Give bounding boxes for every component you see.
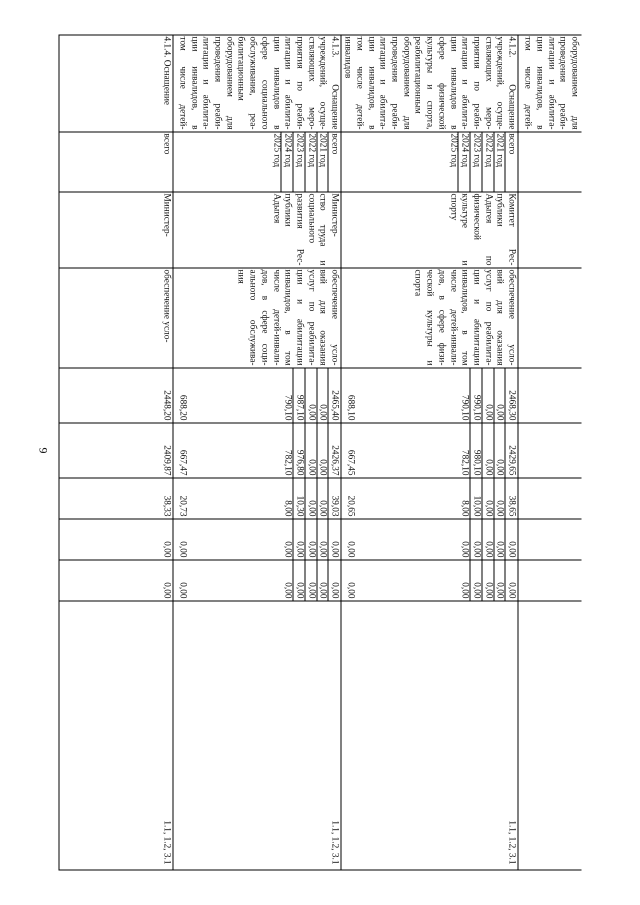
- row-name-line: 4.1.2. Оснащение: [506, 36, 517, 129]
- extrabudget-value: [60, 559, 173, 600]
- program-table: [59, 34, 582, 870]
- local-budget-value-line: 0,00: [294, 540, 305, 557]
- table-rule: [505, 367, 506, 600]
- description-cell-line: вий для оказания: [494, 269, 505, 365]
- table-rule: [470, 131, 471, 191]
- table-rule: [518, 34, 519, 870]
- executor-cell-line: физической: [471, 193, 482, 240]
- row-name-line: ствляющих меро-: [306, 36, 317, 129]
- regional-budget-value-line: 2426,37: [329, 444, 340, 475]
- total-value-line: 987,10: [294, 394, 305, 420]
- total-value-line: 2468,30: [506, 389, 517, 420]
- description-cell-line: обеспечение усло-: [161, 269, 172, 342]
- row-name-line: учреждений, осуще-: [494, 36, 505, 129]
- row-name-line: ции инвалидов, в: [534, 36, 545, 129]
- period-cell-line: 2025 год: [271, 133, 282, 167]
- row-name: [343, 34, 518, 131]
- table-rule: [59, 600, 582, 601]
- executor-cell: [343, 191, 518, 267]
- description-cell-line: спорта: [413, 269, 423, 296]
- federal-budget-value-line: 10,30: [294, 495, 305, 516]
- federal-budget-value-line: 8,00: [282, 499, 293, 516]
- table-rule: [59, 267, 582, 268]
- table-rule: [304, 131, 305, 191]
- total-value-line: 688,20: [177, 394, 188, 420]
- description-cell-line: ции и абилитации: [471, 269, 482, 365]
- regional-budget-value-line: 0,00: [483, 458, 494, 475]
- local-budget-value-line: 0,00: [483, 540, 494, 557]
- federal-budget-value-line: 10,00: [471, 495, 482, 516]
- federal-budget-value-line: 38,65: [506, 495, 517, 516]
- row-name-line: том числе детей-: [522, 36, 533, 129]
- description-cell-line: ального обслужива-: [247, 269, 258, 365]
- row-name-line: проведения реаби-: [212, 36, 223, 129]
- federal-budget-value: [520, 477, 581, 518]
- description-cell: [343, 267, 518, 367]
- federal-budget-value: [60, 477, 173, 518]
- extrabudget-value: [343, 559, 518, 600]
- row-name-line: обслуживания, реа-: [247, 36, 258, 129]
- table-rule: [481, 367, 482, 600]
- period-cell-line: 2023 год: [471, 133, 482, 167]
- executor-cell: [60, 191, 173, 267]
- regional-budget-value-line: 0,00: [306, 458, 317, 475]
- regional-budget-value-line: 976,80: [294, 449, 305, 475]
- page-number: 9: [36, 447, 51, 454]
- table-rule: [481, 131, 482, 191]
- federal-budget-value: [343, 477, 518, 518]
- row-name-line: ции инвалидов, в: [366, 36, 377, 129]
- extrabudget-value-line: 0,00: [161, 581, 172, 598]
- table-rule: [59, 869, 582, 870]
- row-name-line: приятия по реаби-: [294, 36, 305, 129]
- description-cell-line: ции и абилитации: [294, 269, 305, 365]
- local-budget-value-line: 0,00: [282, 540, 293, 557]
- table-rule: [59, 34, 60, 870]
- period-cell-line: 2021 год: [494, 133, 505, 167]
- extrabudget-value-line: 0,00: [483, 581, 494, 598]
- row-name-line: проведения реаби-: [389, 36, 400, 129]
- executor-cell: [520, 191, 581, 267]
- table-rule: [470, 367, 471, 600]
- regional-budget-value-line: 0,00: [494, 458, 505, 475]
- row-name-line: том числе детей-: [354, 36, 365, 129]
- indicator-reference: 1.1, 1.2, 3.1: [329, 819, 340, 864]
- row-name-line: литации и абилита-: [377, 36, 388, 129]
- total-value-line: 0,00: [494, 403, 505, 420]
- period-cell-line: 2024 год: [282, 133, 293, 167]
- federal-budget-value-line: 0,00: [494, 499, 505, 516]
- total-value-line: 990,10: [471, 394, 482, 420]
- local-budget-value-line: 0,00: [459, 540, 470, 557]
- extrabudget-value-line: 0,00: [329, 581, 340, 598]
- description-cell-line: услуг по реабилита-: [306, 269, 317, 365]
- executor-cell: [175, 191, 341, 267]
- table-rule: [493, 367, 494, 600]
- indicator-reference: 1.1, 1.2, 3.1: [506, 819, 517, 864]
- period-cell-line: 2023 год: [294, 133, 305, 167]
- period-cell-line: 2021 год: [317, 133, 328, 167]
- total-value-line: 790,10: [459, 394, 470, 420]
- regional-budget-value-line: 782,10: [459, 449, 470, 475]
- executor-cell-line: ство труда и: [317, 193, 328, 265]
- description-cell-line: инвалидов, в том: [282, 269, 293, 365]
- total-value-line: 0,00: [306, 403, 317, 420]
- extrabudget-value-line: 0,00: [459, 581, 470, 598]
- executor-cell-line: Министер-: [161, 193, 172, 237]
- table-rule: [316, 367, 317, 600]
- federal-budget-value-line: 20,73: [177, 495, 188, 516]
- extrabudget-value-line: 0,00: [506, 581, 517, 598]
- description-cell-line: инвалидов, в том: [459, 269, 470, 365]
- description-cell-line: вий для оказания: [317, 269, 328, 365]
- table-rule: [316, 131, 317, 191]
- extrabudget-value-line: 0,00: [177, 581, 188, 598]
- total-value-line: 790,10: [282, 394, 293, 420]
- description-cell: [60, 267, 173, 367]
- executor-cell-line: публики: [282, 193, 293, 227]
- table-rule: [59, 518, 582, 519]
- table-rule: [505, 131, 506, 191]
- table-rule: [173, 34, 174, 870]
- total-value: [60, 367, 173, 422]
- local-budget-value-line: 0,00: [329, 540, 340, 557]
- table-rule: [458, 131, 459, 191]
- regional-budget-value-line: 782,10: [282, 449, 293, 475]
- row-name-line: ции инвалидов в: [448, 36, 459, 129]
- local-budget-value-line: 0,00: [177, 540, 188, 557]
- federal-budget-value-line: 0,00: [317, 499, 328, 516]
- executor-cell-line: культуре и: [459, 193, 470, 265]
- total-value-line: 688,10: [345, 394, 356, 420]
- row-name-line: оборудованием для: [569, 36, 580, 129]
- federal-budget-value-line: 38,33: [161, 495, 172, 516]
- row-name-line: ствляющих меро-: [483, 36, 494, 129]
- local-budget-value-line: 0,00: [306, 540, 317, 557]
- local-budget-value-line: 0,00: [471, 540, 482, 557]
- period-cell: [520, 131, 581, 191]
- description-cell-line: дов, в сфере соци-: [259, 269, 270, 365]
- executor-cell-line: Адыгея по: [483, 193, 494, 265]
- row-name-line: литации и абилита-: [546, 36, 557, 129]
- table-rule: [59, 367, 582, 368]
- regional-budget-value-line: 667,45: [345, 449, 356, 475]
- executor-cell-line: публики: [494, 193, 505, 227]
- executor-cell-line: развития Рес-: [294, 193, 305, 265]
- row-name-line: сфере социального: [259, 36, 270, 129]
- local-budget-value: [343, 518, 518, 559]
- row-name-line: оборудованием для: [224, 36, 235, 129]
- total-value-line: 0,00: [483, 403, 494, 420]
- total-value-line: 2448,20: [161, 389, 172, 420]
- period-cell-line: 2022 год: [306, 133, 317, 167]
- federal-budget-value-line: 39,03: [329, 495, 340, 516]
- row-name: [175, 34, 341, 131]
- regional-budget-value: [343, 422, 518, 477]
- local-budget-value-line: 0,00: [161, 540, 172, 557]
- description-cell-line: обеспечение усло-: [506, 269, 517, 365]
- executor-cell-line: Министер-: [329, 193, 340, 237]
- description-cell-line: ния: [236, 269, 246, 284]
- period-cell: [60, 131, 173, 191]
- local-budget-value-line: 0,00: [494, 540, 505, 557]
- regional-budget-value-line: 980,10: [471, 449, 482, 475]
- executor-cell-line: Адыгея: [271, 193, 282, 223]
- period-cell-line: 2025 год: [448, 133, 459, 167]
- description-cell-line: обеспечение усло-: [329, 269, 340, 365]
- row-name-line: инвалидов: [342, 36, 353, 78]
- extrabudget-value-line: 0,00: [317, 581, 328, 598]
- table-rule: [59, 477, 582, 478]
- local-budget-value-line: 0,00: [317, 540, 328, 557]
- table-rule: [304, 367, 305, 600]
- row-name-line: приятия по реаби-: [471, 36, 482, 129]
- local-budget-value-line: 0,00: [506, 540, 517, 557]
- rotated-table-page: [59, 34, 582, 870]
- indicator-reference: 1.1, 1.2, 3.1: [161, 819, 172, 864]
- row-name-line: том числе детей-: [177, 36, 188, 129]
- local-budget-value: [520, 518, 581, 559]
- extrabudget-value-line: 0,00: [282, 581, 293, 598]
- row-name-line: оборудованием для: [401, 36, 412, 129]
- table-rule: [293, 367, 294, 600]
- regional-budget-value-line: 0,00: [317, 458, 328, 475]
- row-name-line: 4.1.4. Оснащение: [161, 36, 172, 105]
- description-cell-line: числе детей-инвали-: [448, 269, 459, 365]
- executor-cell-line: Комитет Рес-: [506, 193, 517, 265]
- row-name-line: 4.1.3. Оснащение: [329, 36, 340, 129]
- row-name-line: литации и абилита-: [459, 36, 470, 129]
- period-cell-line: всего: [161, 133, 172, 154]
- row-name: [60, 34, 173, 131]
- extrabudget-value-line: 0,00: [494, 581, 505, 598]
- row-name-line: культуры и спорта,: [424, 36, 435, 129]
- row-name-line: реабилитационным: [413, 36, 423, 114]
- local-budget-value: [60, 518, 173, 559]
- description-cell-line: числе детей-инвали-: [271, 269, 282, 365]
- period-cell-line: 2022 год: [483, 133, 494, 167]
- table-rule: [328, 131, 329, 191]
- regional-budget-value: [520, 422, 581, 477]
- executor-cell-line: социального: [306, 193, 317, 243]
- extrabudget-value-line: 0,00: [471, 581, 482, 598]
- row-name-line: ции инвалидов, в: [189, 36, 200, 129]
- period-cell-line: всего: [506, 133, 517, 154]
- row-name-line: учреждений, осуще-: [317, 36, 328, 129]
- row-name-line: проведения реаби-: [557, 36, 568, 129]
- table-rule: [341, 34, 342, 870]
- period-cell: [343, 131, 518, 191]
- table-rule: [59, 422, 582, 423]
- regional-budget-value-line: 2429,65: [506, 444, 517, 475]
- row-name-line: литации и абилита-: [282, 36, 293, 129]
- table-rule: [59, 131, 582, 132]
- row-name-line: сфере физической: [436, 36, 447, 129]
- regional-budget-value-line: 2409,87: [161, 444, 172, 475]
- executor-cell-line: спорту: [448, 193, 459, 220]
- local-budget-value-line: 0,00: [345, 540, 356, 557]
- regional-budget-value-line: 667,47: [177, 449, 188, 475]
- total-value-line: 2465,40: [329, 389, 340, 420]
- federal-budget-value-line: 8,00: [459, 499, 470, 516]
- federal-budget-value-line: 0,00: [483, 499, 494, 516]
- description-cell: [175, 267, 341, 367]
- extrabudget-value-line: 0,00: [345, 581, 356, 598]
- row-name-line: ции инвалидов в: [271, 36, 282, 129]
- table-rule: [493, 131, 494, 191]
- table-rule: [281, 131, 282, 191]
- extrabudget-value: [520, 559, 581, 600]
- table-rule: [293, 131, 294, 191]
- period-cell-line: всего: [329, 133, 340, 154]
- federal-budget-value-line: 20,65: [345, 495, 356, 516]
- table-rule: [59, 191, 582, 192]
- row-name-line: литации и абилита-: [200, 36, 211, 129]
- extrabudget-value-line: 0,00: [306, 581, 317, 598]
- table-rule: [59, 34, 582, 35]
- table-rule: [328, 367, 329, 600]
- description-cell-line: дов, в сфере физи-: [436, 269, 447, 365]
- period-cell-line: 2024 год: [459, 133, 470, 167]
- row-name-line: билитационным: [236, 36, 246, 101]
- total-value: [343, 367, 518, 422]
- total-value: [520, 367, 581, 422]
- description-cell-line: ческой культуры и: [424, 269, 435, 365]
- description-cell-line: услуг по реабилита-: [483, 269, 494, 365]
- table-rule: [59, 559, 582, 560]
- description-cell: [520, 267, 581, 367]
- extrabudget-value-line: 0,00: [294, 581, 305, 598]
- federal-budget-value-line: 0,00: [306, 499, 317, 516]
- total-value-line: 0,00: [317, 403, 328, 420]
- row-name: [520, 34, 581, 131]
- regional-budget-value: [60, 422, 173, 477]
